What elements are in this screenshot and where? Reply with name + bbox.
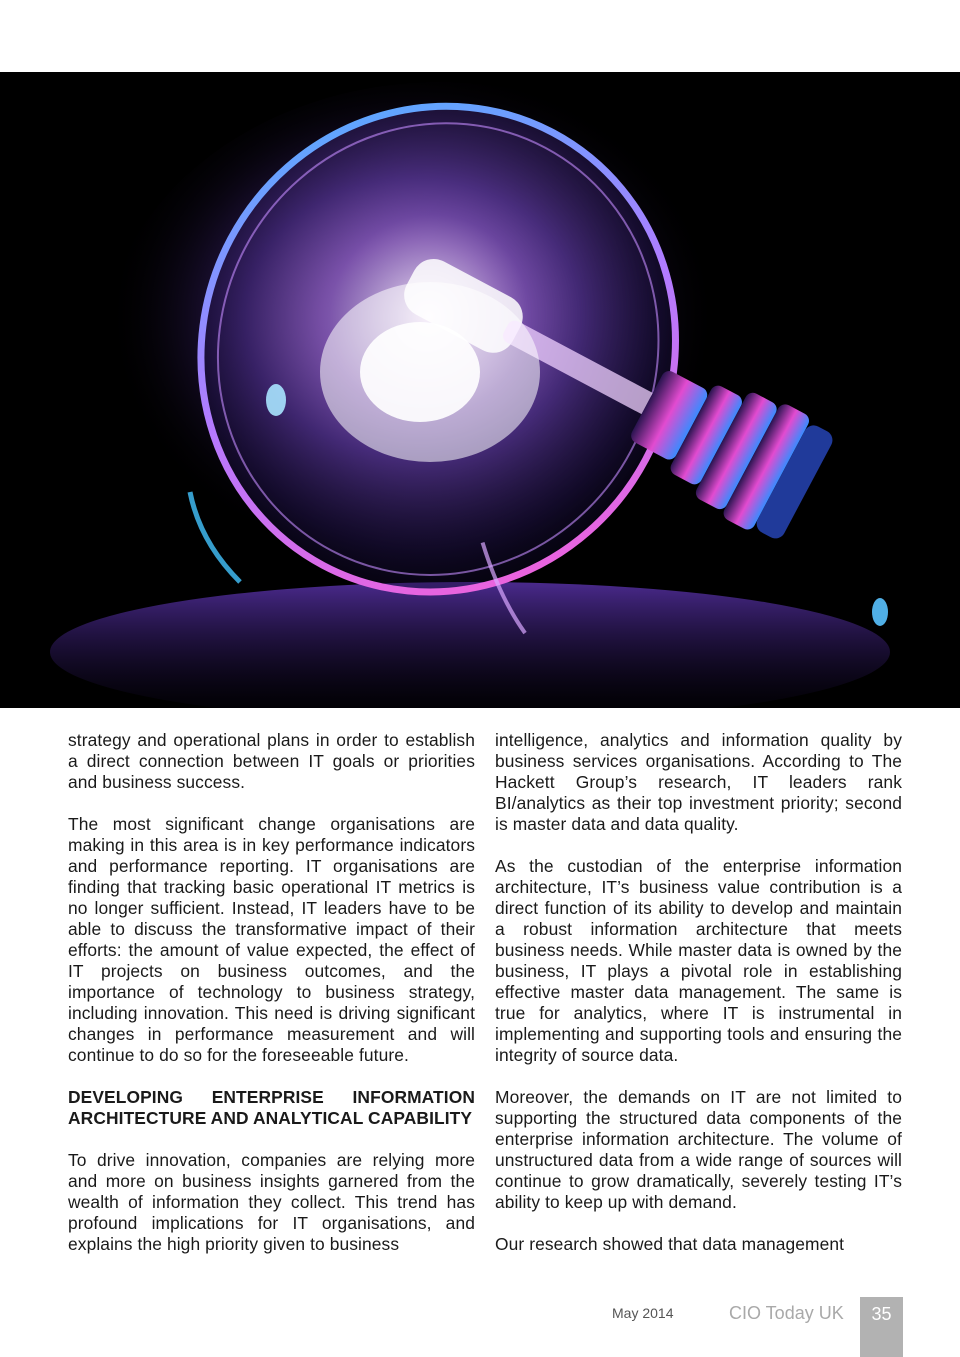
page-number: 35 (860, 1297, 903, 1357)
right-column (495, 730, 902, 1276)
light-bulb-illustration (0, 72, 960, 708)
hero-image (0, 72, 960, 708)
footer-magazine-name: CIO Today UK (729, 1303, 844, 1323)
right-paragraph-1: intelligence, analytics and information quality by business services organisations. According to The Hackett Group’s research, IT leaders rank BI/analytics as their top investment priority; second is master data and data quality. (495, 730, 902, 834)
left-column (68, 730, 475, 1276)
section-heading: DEVELOPING ENTERPRISE INFORMATION ARCHITECTURE AND ANALYTICAL CAPABILITY (68, 1087, 475, 1128)
left-paragraph-3: To drive innovation, companies are relying more and more on business insights garnered from the wealth of information they collect. This trend has profound implications for IT organisations, and explains the high priority given to business (68, 1150, 475, 1254)
right-paragraph-4: Our research showed that data management (495, 1234, 845, 1254)
right-paragraph-2: As the custodian of the enterprise information architecture, IT’s business value contribution is a direct function of its ability to develop and maintain a robust information architecture that meets business needs. While master data is owned by the business, IT plays a pivotal role in establishing effective master data management. The same is true for analytics, where IT is instrumental in implementing and supporting tools and ensuring the integrity of source data. (495, 856, 902, 1065)
left-paragraph-1: strategy and operational plans in order to establish a direct connection between IT goals or priorities and business success. (68, 730, 475, 792)
right-paragraph-3: Moreover, the demands on IT are not limited to supporting the structured data components of the enterprise information architecture. The volume of unstructured data from a wide range of sources will continue to grow dramatically, severely testing IT’s ability to keep up with demand. (495, 1087, 902, 1212)
footer-date: May 2014 (612, 1305, 674, 1321)
left-paragraph-2: The most significant change organisations are making in this area is in key performance indicators and performance reporting. IT organisations are finding that tracking basic operational IT metrics is no longer sufficient. Instead, IT leaders have to be able to discuss the transformative impact of their efforts: the amount of value expected, the effect of IT projects on business outcomes, and the importance of technology to business strategy, including innovation. This need is driving significant changes in performance measurement and will continue to do so for the foreseeable future. (68, 814, 475, 1065)
